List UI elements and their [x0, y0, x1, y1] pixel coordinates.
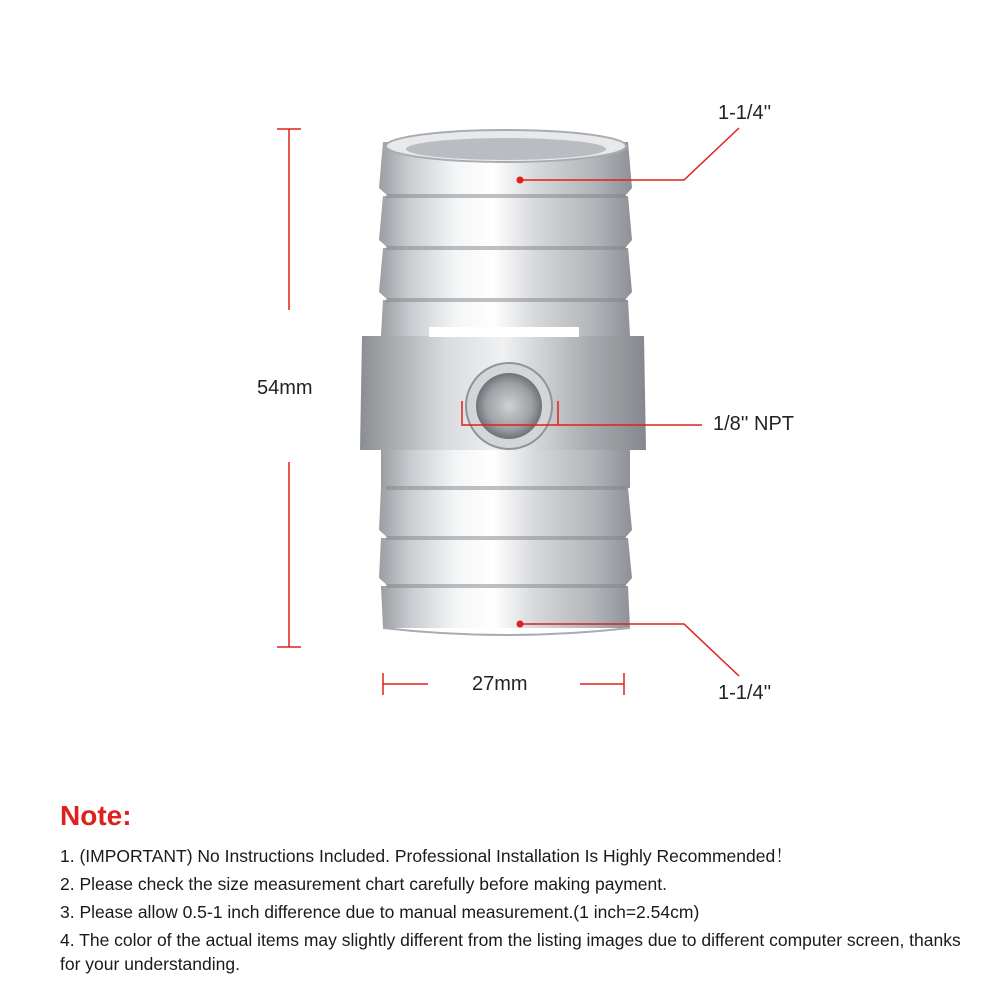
- note-item: 3. Please allow 0.5-1 inch difference due to manual measurement.(1 inch=2.54cm): [60, 902, 700, 922]
- note-list: [60, 844, 980, 980]
- width-label: 27mm: [472, 673, 528, 695]
- bottom-callout-dot-icon: [517, 621, 524, 628]
- note-item: 1. (IMPORTANT) No Instructions Included. Professional Installation Is Highly Recommended！: [60, 846, 793, 866]
- adapter-icon: [360, 130, 646, 635]
- note-item: 2. Please check the size measurement chart carefully before making payment.: [60, 874, 667, 894]
- top-callout-dot-icon: [517, 177, 524, 184]
- top-size-label: 1-1/4'': [718, 102, 772, 124]
- bottom-size-label: 1-1/4'': [718, 682, 772, 704]
- height-label: 54mm: [257, 377, 313, 399]
- port-size-label: 1/8'' NPT: [713, 413, 794, 435]
- note-item: 4. The color of the actual items may slightly different from the listing images due to different computer screen, thanks for your understanding.: [60, 930, 961, 974]
- note-title: Note:: [60, 800, 132, 831]
